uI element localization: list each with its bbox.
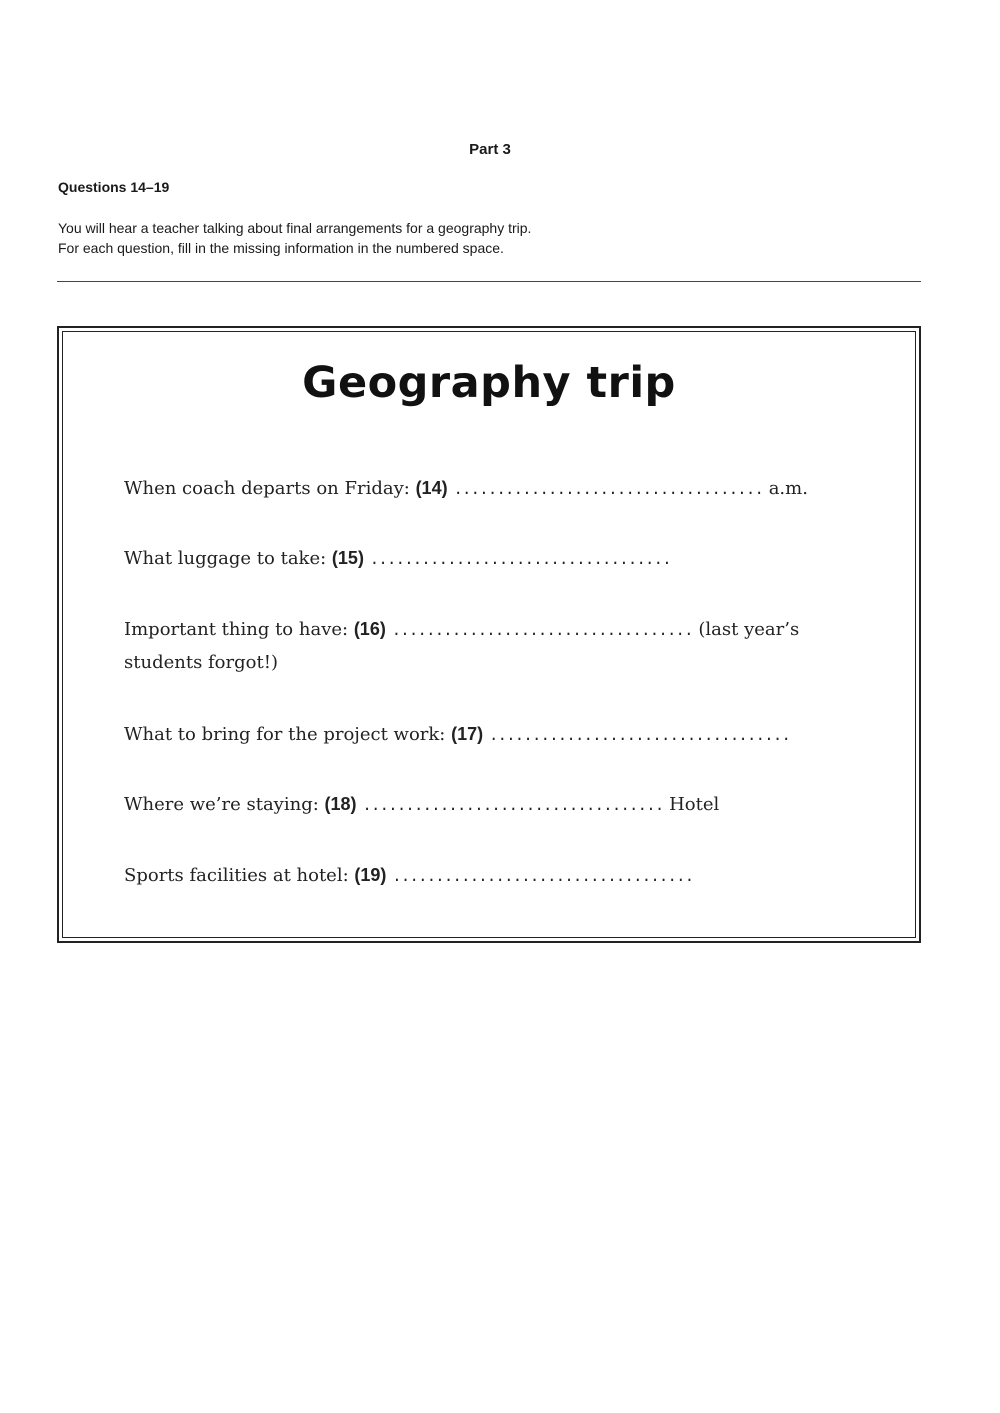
instruction-line-1: You will hear a teacher talking about final arrangements for a geography trip. — [58, 220, 532, 236]
question-15 — [124, 541, 671, 577]
answer-blank[interactable]: ................................... — [392, 868, 694, 886]
box-title: Geography trip — [302, 358, 676, 408]
question-number: (18) — [324, 794, 357, 814]
question-prompt: What luggage to take: — [124, 548, 327, 569]
instruction-line-2: For each question, fill in the missing information in the numbered space. — [58, 240, 504, 256]
part-title: Part 3 — [469, 141, 511, 158]
question-suffix: Hotel — [669, 794, 720, 815]
question-19 — [124, 858, 693, 894]
question-prompt: Where we’re staying: — [124, 794, 319, 815]
question-prompt: Important thing to have: — [124, 619, 349, 640]
question-prompt: What to bring for the project work: — [124, 724, 446, 745]
question-number: (19) — [354, 865, 387, 885]
answer-blank[interactable]: ................................... — [369, 551, 671, 569]
answer-blank[interactable]: ................................... — [362, 797, 664, 815]
instructions — [58, 218, 531, 258]
questions-heading: Questions 14–19 — [58, 179, 170, 195]
question-prompt: When coach departs on Friday: — [124, 478, 410, 499]
answer-blank[interactable]: .................................... — [453, 481, 763, 499]
question-17 — [124, 717, 790, 753]
question-16-continuation: students forgot!) — [124, 652, 278, 673]
answer-blank[interactable]: ................................... — [488, 727, 790, 745]
question-suffix: (last year’s — [698, 619, 800, 640]
answer-blank[interactable]: ................................... — [391, 622, 693, 640]
question-number: (15) — [331, 548, 364, 568]
question-18 — [124, 787, 719, 823]
divider-rule — [57, 281, 921, 282]
question-number: (14) — [415, 478, 448, 498]
question-prompt: Sports facilities at hotel: — [124, 865, 349, 886]
question-14 — [124, 471, 808, 507]
question-number: (16) — [353, 619, 386, 639]
question-16 — [124, 612, 799, 648]
question-suffix: a.m. — [768, 478, 808, 499]
question-number: (17) — [451, 724, 484, 744]
